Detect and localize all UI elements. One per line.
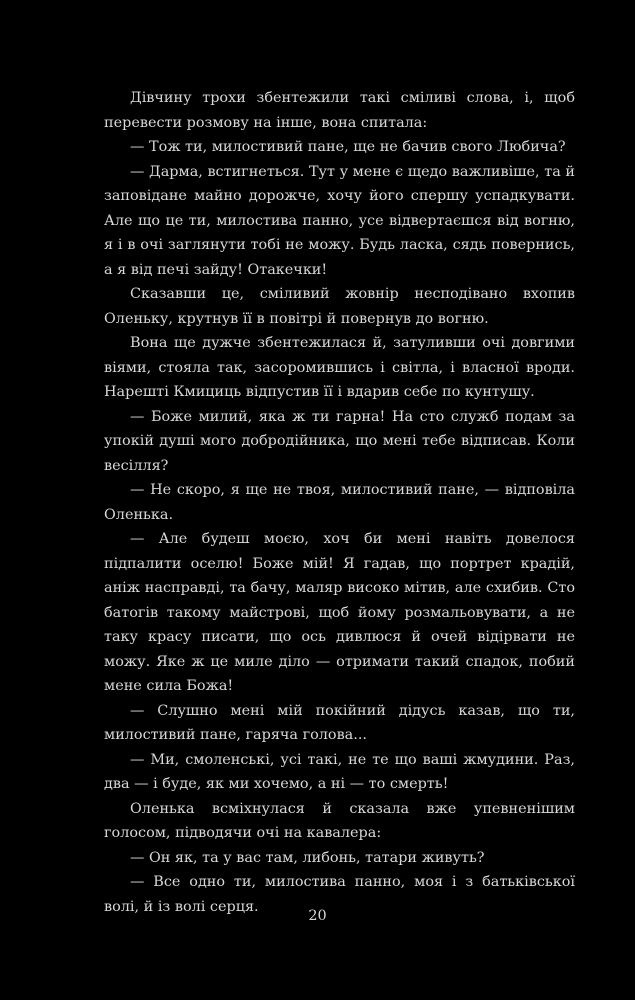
paragraph: — Не скоро, я ще не твоя, милостивий пане, — відповіла Оленька. (104, 482, 575, 523)
paragraph: — Он як, та у вас там, либонь, татари живуть? (130, 849, 485, 866)
paragraph: — Все одно ти, милостива панно, моя і з батьківської волі, й із волі серця. (104, 874, 575, 915)
paragraph: — Ми, смоленські, усі такі, не те що ваші жмудини. Раз, два — і буде, як ми хочемо, а ні — то смерть! (104, 751, 575, 792)
body-text (104, 86, 575, 919)
paragraph: — Боже милий, яка ж ти гарна! На сто служб подам за упокій душі мого добродійника, що мені тебе відписав. Коли весілля? (104, 408, 575, 474)
paragraph: — Дарма, встигнеться. Тут у мене є щедо важливіше, та й заповідане майно дорожче, хочу його спершу успадкувати. Але що це ти, милостива панно, усе відвертаєшся від вогню, я і в очі заглянути тобі не можу. Будь ласка, сядь повернись, а я від печі зайду! Отакечки! (104, 163, 575, 278)
paragraph: — Слушно мені мій покійний дідусь казав, що ти, милостивий пане, гаряча голова... (104, 702, 575, 743)
paragraph: Вона ще дужче збентежилася й, затуливши очі довгими віями, стояла так, засоромившись і світла, і власної вроди. Нарешті Кмициць відпустив її і вдарив себе по кунтушу. (104, 335, 575, 400)
page-number: 20 (308, 908, 327, 924)
paragraph: Дівчину трохи збентежили такі сміливі слова, і, щоб перевести розмову на інше, вона спитала: (104, 90, 575, 131)
paragraph: — Але будеш моєю, хоч би мені навіть довелося підпалити оселю! Боже мій! Я гадав, що портрет крадій, аніж насправді, та бачу, маляр високо мітив, але схибив. Сто батогів такому майстрові, щоб йому розмальовувати, а не таку красу писати, що ось дивлюся й очей відірвати не можу. Яке ж це миле діло — отримати такий спадок, побий мене сила Божа! (104, 531, 575, 694)
paragraph: — Тож ти, милостивий пане, ще не бачив свого Любича? (130, 139, 566, 155)
paragraph: Оленька всміхнулася й сказала вже упевненішим голосом, підводячи очі на кавалера: (104, 800, 575, 841)
paragraph: Сказавши це, сміливий жовнір несподівано вхопив Оленьку, крутнув її в повітрі й повернув до вогню. (104, 286, 575, 327)
